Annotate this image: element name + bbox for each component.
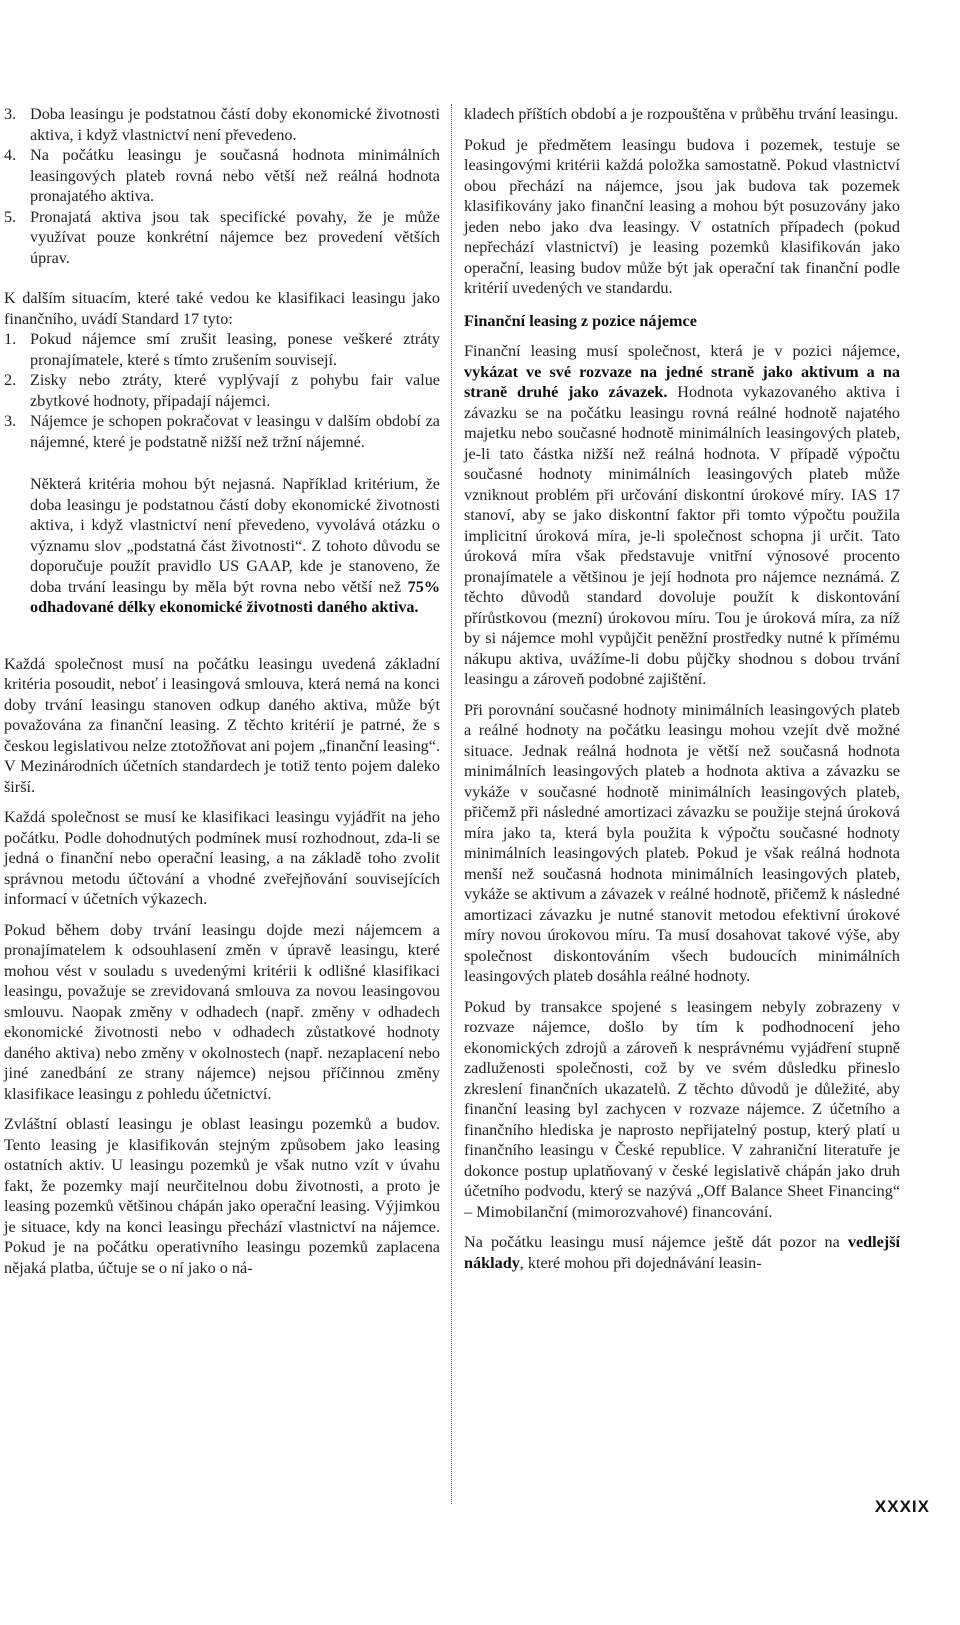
paragraph: Pokud je předmětem leasingu budova i pozemek, testuje se leasingovými kritérii každá položka samostatně. Pokud vlastnictví obou přechází na nájemce, jsou jak budova tak pozemek klasifikovány jako finanční leasing a mohou být posuzovány jako jeden nebo jako dva leasingy. V ostatních případech (pokud nepřechází vlastnictví) je leasing pozemků klasifikován jako operační, leasing budov může být jak operační tak finanční podle kritérií uvedených ve standardu.: [464, 135, 900, 297]
paragraph: kladech příštích období a je rozpouštěna v průběhu trvání leasingu.: [464, 105, 899, 123]
paragraph: Každá společnost se musí ke klasifikaci leasingu vyjádřit na jeho počátku. Podle dohodnutých podmínek musí rozhodnout, zda-li se jedná o finanční nebo operační leasing, a na základě toho zvolit správnou metodu účtování a vhodné zveřejňování souvisejících informací v účetních výkazech.: [4, 808, 440, 908]
paragraph: Při porovnání současné hodnoty minimálních leasingových plateb a reálné hodnoty na počátku leasingu mohou vzejít dvě možné situace. Jednak reálná hodnota je větší než současná hodnota minimálních leasingových plateb a hodnota aktiva a závazku se vykáže v současné hodnotě minimálních leasingových plateb, přičemž při následné amortizaci závazku se použije stejná úroková míra jako ta, která byla použita k výpočtu současné hodnoty minimálních leasingových plateb. Pokud je však reálná hodnota menší než současná hodnota minimálních leasingových plateb, vykáže se aktivum a závazek v reálné hodnotě, přičemž k následné amortizaci závazku je nutné stanovit metodou efektivní úrokové míry novou úrokovou míru. Ta musí dosahovat takové výše, aby společnost diskontováním všech budoucích minimálních leasingových plateb dosáhla reálné hodnoty.: [464, 700, 900, 985]
paragraph: Zvláštní oblastí leasingu je oblast leasingu pozemků a budov. Tento leasing je klasifikován stejným způsobem jako leasing ostatních aktiv. U leasingu pozemků je však nutno vzít v úvahu fakt, že pozemky mají neurčitelnou dobu životnosti, a proto je leasing pozemků většinou chápán jako operační leasing. Výjimkou je situace, kdy na konci leasingu přechází vlastnictví na nájemce. Pokud je na počátku operativního leasingu pozemků zaplacena nějaká platba, účtuje se o ní jako o ná-: [4, 1115, 440, 1277]
paragraph: Pokud během doby trvání leasingu dojde mezi nájemcem a pronajímatelem k odsouhlasení změn v úpravě leasingu, které mohou vést v souladu s uvedenými kritérii k odlišné klasifikaci leasingu, považuje se zrevidovaná smlouva za novou leasingovou smlouvu. Naopak změny v odhadech (např. změny v odhadech ekonomické životnosti nebo v odhadech zůstatkové hodnoty daného aktiva) nebo změny v okolnostech (např. nezaplacení nebo jiné zanedbání ze strany nájemce) nejsou příčinnou změny klasifikace leasingu z pohledu účetnictví.: [4, 920, 440, 1103]
paragraph: Každá společnost musí na počátku leasingu uvedená základní kritéria posoudit, neboť i leasingová smlouva, která nemá na konci doby trvání leasingu stanoven odkup daného aktiva, může být považována za finanční leasing. Z těchto kritérií je patrné, že s českou legislativou nelze ztotožňovat ani pojem „finanční leasing“. V Mezinárodních účetních standardech je totiž tento pojem daleko širší.: [4, 654, 441, 796]
section-heading: Finanční leasing z pozice nájemce: [464, 311, 697, 330]
paragraph: Na počátku leasingu musí nájemce ještě dát pozor na vedlejší náklady, které mohou při dojednávání leasin-: [464, 1233, 900, 1272]
page-number: XXXIX: [874, 1497, 930, 1516]
list-item: 3. Nájemce je schopen pokračovat v leasingu v dalším období za nájemné, které je podstatně nižší než tržní nájemné.: [4, 412, 440, 451]
right-column: [464, 104, 900, 1283]
list-item: 4. Na počátku leasingu je současná hodnota minimálních leasingových plateb rovná nebo větší než reálná hodnota pronajatého aktiva.: [4, 146, 440, 205]
list-item: 1. Pokud nájemce smí zrušit leasing, ponese veškeré ztráty pronajímatele, které s tímto zrušením souvisejí.: [4, 330, 440, 369]
list-item: 5. Pronajatá aktiva jsou tak specifické povahy, že je může využívat pouze konkrétní nájemce bez provedení větších úprav.: [4, 207, 440, 267]
criteria-list: [4, 104, 440, 268]
situations-intro: K dalším situacím, které také vedou ke klasifikaci leasingu jako finančního, uvádí Standard 17 tyto:: [4, 289, 440, 328]
left-column: [4, 104, 440, 1288]
paragraph: Pokud by transakce spojené s leasingem nebyly zobrazeny v rozvaze nájemce, došlo by tím k podhodnocení jeho ekonomických zdrojů a zároveň k nesprávnému vyjádření stupně zadluženosti společnosti, což by ve svém důsledku přineslo zkreslení finančních ukazatelů. Z těchto důvodů je důležité, aby finanční leasing byl zachycen v rozvaze nájemce. Z účetního a finančního hlediska je naprosto nepřijatelný postup, který platí u finančního leasingu v České republice. V zahraniční literatuře je dokonce postup uplatňovaný v české legislativě chápán jako druh účetního podvodu, který se nazývá „Off Balance Sheet Financing“ – Mimobilanční (mimorozvahové) financování.: [464, 997, 900, 1221]
list-item: 2. Zisky nebo ztráty, které vyplývají z pohybu fair value zbytkové hodnoty, připadají nájemci.: [4, 371, 440, 410]
note-paragraph: Některá kritéria mohou být nejasná. Například kritérium, že doba leasingu je podstatnou částí doby ekonomické životnosti aktiva, i když vlastnictví není převedeno, vyvolává otázku o významu slov „podstatná část životnosti“. Z tohoto důvodu se doporučuje použít pravidlo US GAAP, kde je stanoveno, že doba trvání leasingu by měla být rovna nebo větší než 75% odhadované délky ekonomické životnosti daného aktiva.: [30, 475, 441, 616]
list-item: 3. Doba leasingu je podstatnou částí doby ekonomické životnosti aktiva, i když vlastnictví není převedeno.: [4, 105, 440, 144]
paragraph: Finanční leasing musí společnost, která je v pozici nájemce, vykázat ve své rozvaze na jedné straně jako aktivum a na straně druhé jako závazek. Hodnota vykazovaného aktiva i závazku se na počátku leasingu rovná reálné hodnotě najatého majetku nebo současné hodnotě minimálních leasingových plateb, je-li tato částka nižší než reálná hodnota. V případě výpočtu současné hodnoty minimálních leasingových plateb může vzniknout problém při určování diskontní úrokové míry. IAS 17 stanoví, aby se jako diskontní faktor při tomto výpočtu použila implicitní úroková míra, je-li společnost schopna ji určit. Tato úroková míra však představuje vnitřní výnosové procento pronajímatele a většinou je její hodnota pro nájemce neznámá. Z těchto důvodů standard dovoluje použít k diskontování přírůstkovou (mezní) úrokovou míru. Tou je úroková míra, za níž by si nájemce mohl vypůjčit peněžní prostředky nutné k přímému nákupu aktiva, uvážíme-li dobu půjčky shodnou s dobou trvání leasingu a zároveň podobné zajištění.: [464, 342, 901, 688]
column-divider: [451, 104, 452, 1504]
situations-list: [4, 329, 440, 452]
